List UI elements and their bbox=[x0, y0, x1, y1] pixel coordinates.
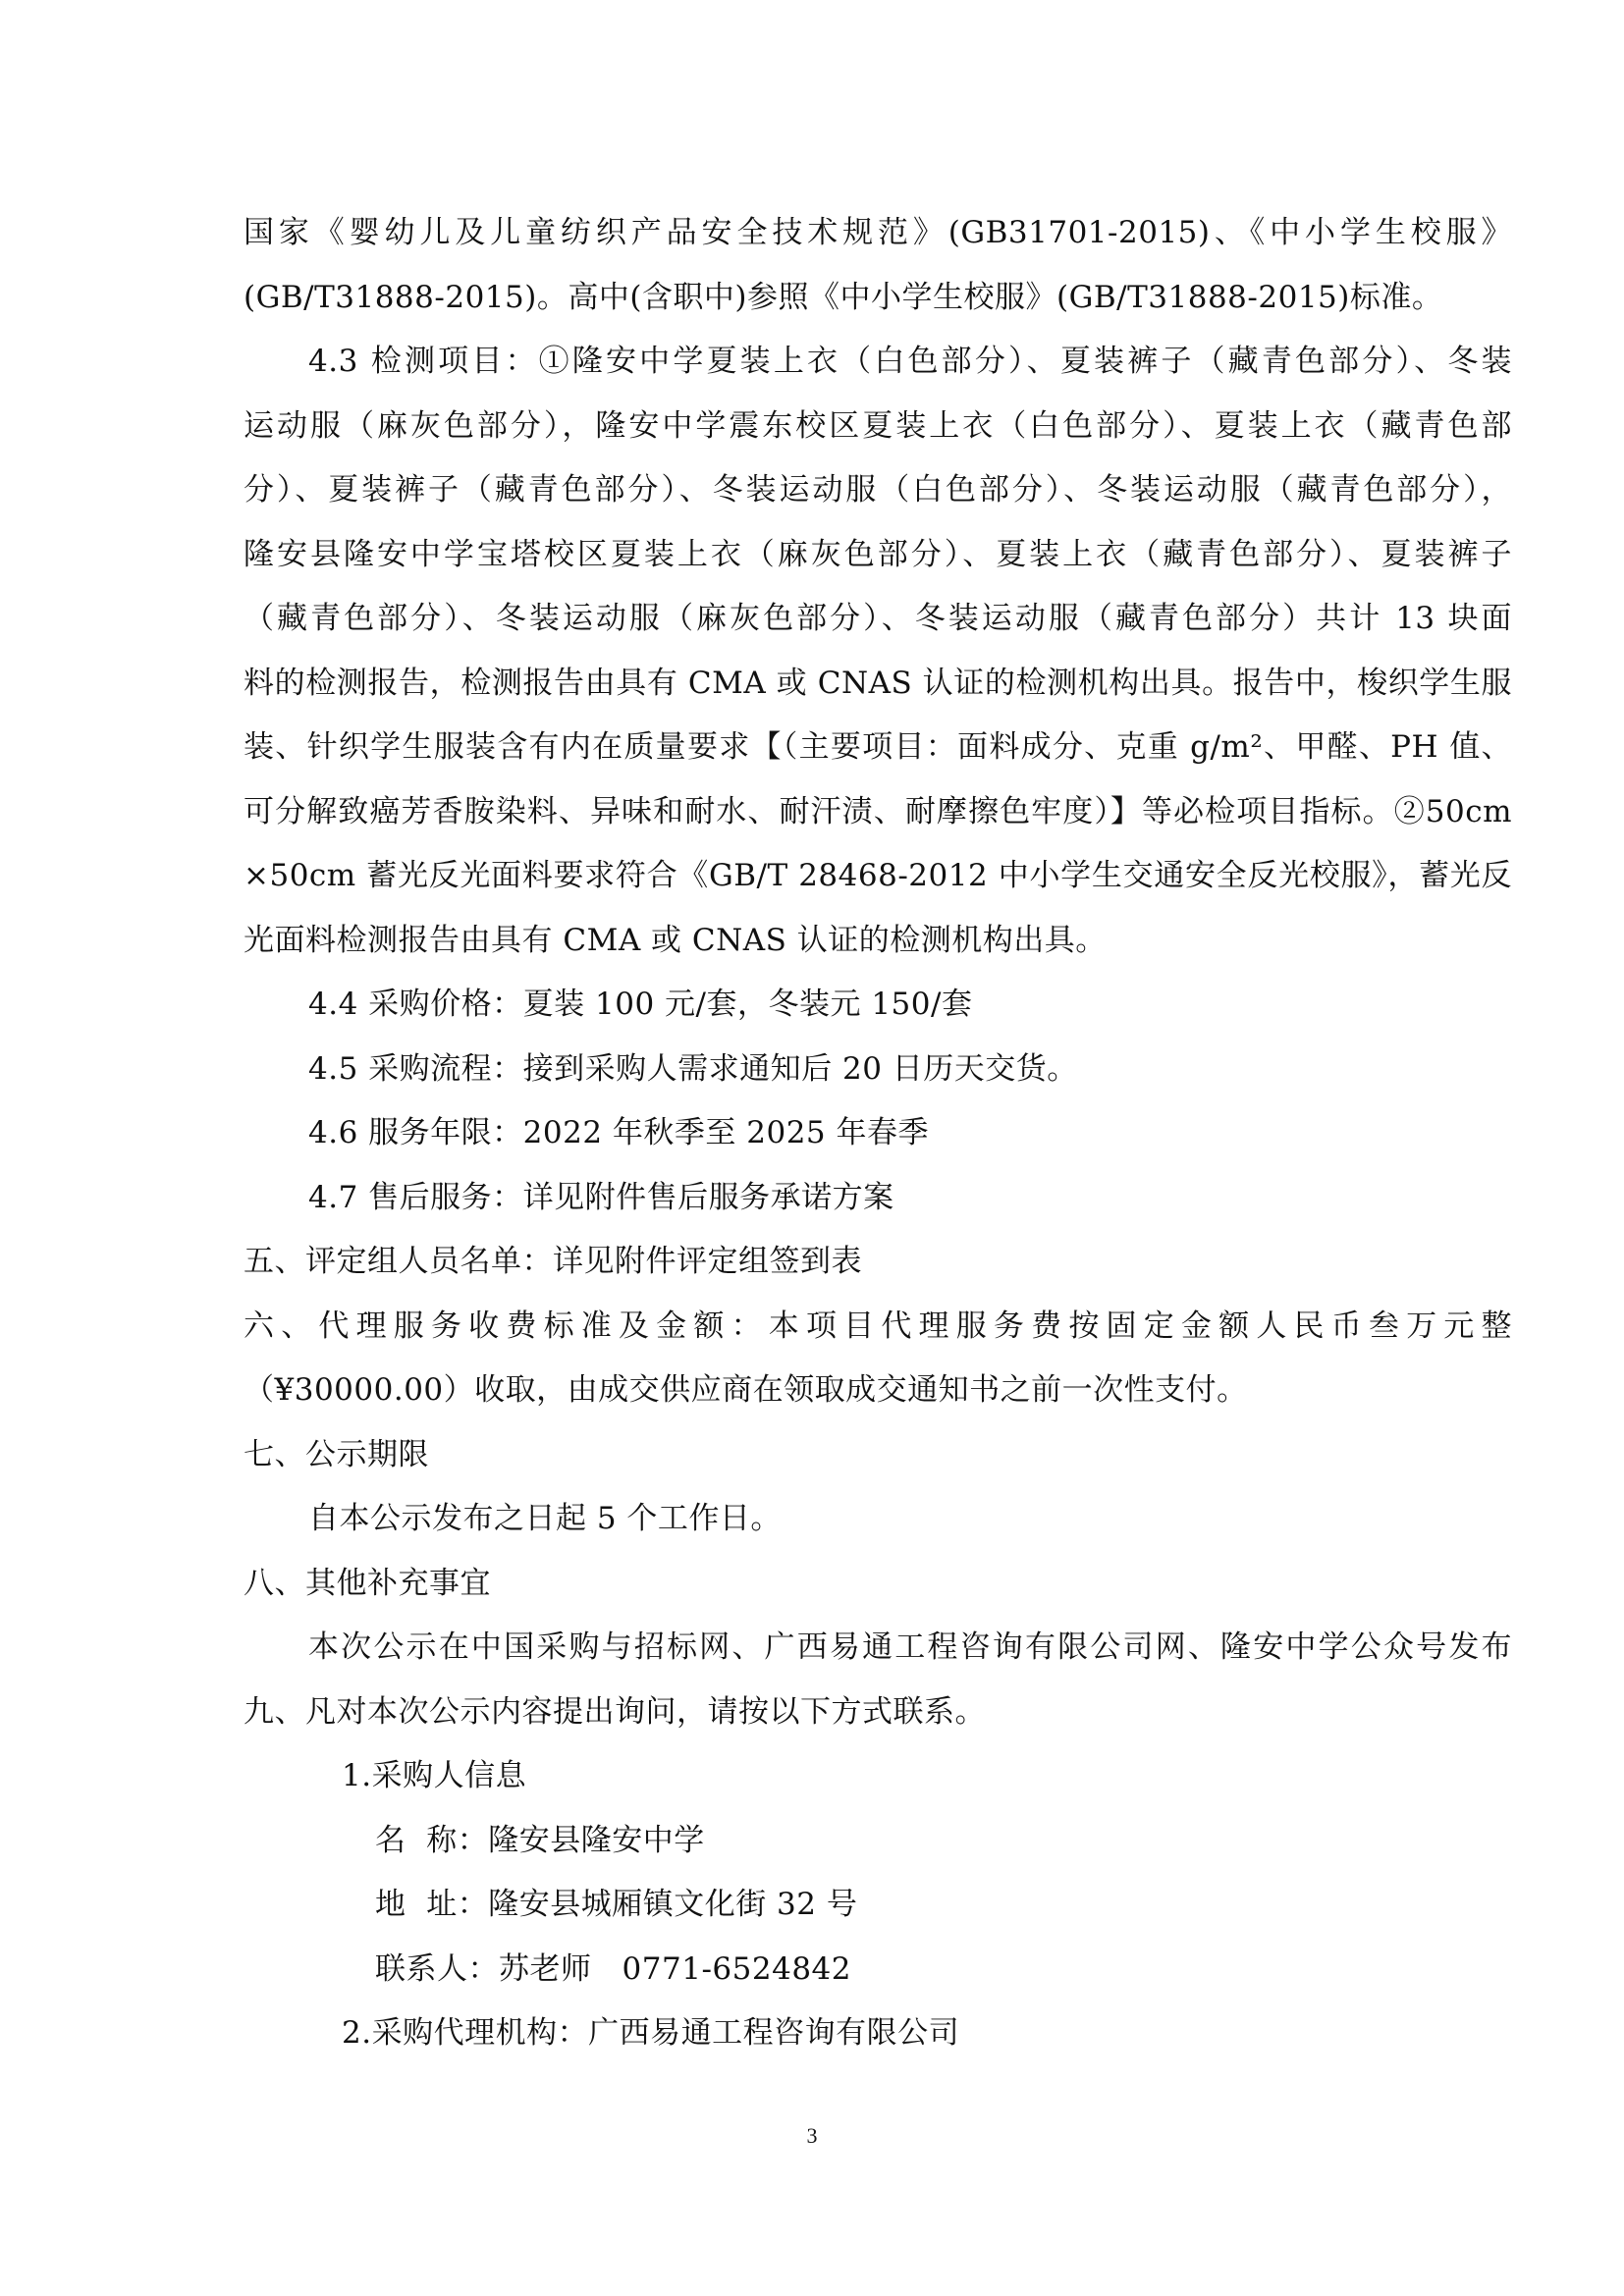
section-8-body: 本次公示在中国采购与招标网、广西易通工程咨询有限公司网、隆安中学公众号发布 bbox=[308, 1629, 1512, 1665]
purchaser-contact: 联系人：苏老师 0771-6524842 bbox=[375, 1950, 851, 1987]
section-4-3-line: 隆安县隆安中学宝塔校区夏装上衣（麻灰色部分）、夏装上衣（藏青色部分）、夏装裤子 bbox=[244, 536, 1512, 572]
purchaser-info-heading: 1.采购人信息 bbox=[342, 1758, 527, 1793]
section-4-3-line: 料的检测报告，检测报告由具有 CMA 或 CNAS 认证的检测机构出具。报告中，梭织学生服 bbox=[244, 665, 1512, 701]
section-4-3-line: 运动服（麻灰色部分），隆安中学震东校区夏装上衣（白色部分）、夏装上衣（藏青色部 bbox=[244, 407, 1512, 444]
purchaser-address: 地 址：隆安县城厢镇文化街 32 号 bbox=[375, 1887, 858, 1922]
section-4-3-line: ×50cm 蓄光反光面料要求符合《GB/T 28468-2012 中小学生交通安全反光校服》，蓄光反 bbox=[244, 858, 1512, 893]
page-number: 3 bbox=[806, 2123, 818, 2148]
section-6-agency-fee: 六、代理服务收费标准及金额：本项目代理服务费按固定金额人民币叁万元整 bbox=[244, 1308, 1512, 1344]
section-4-3-line: 可分解致癌芳香胺染料、异味和耐水、耐汗渍、耐摩擦色牢度）】等必检项目指标。②50cm bbox=[244, 793, 1512, 829]
section-4-7-after-sales: 4.7 售后服务：详见附件售后服务承诺方案 bbox=[308, 1179, 894, 1215]
section-4-3-line: 分）、夏装裤子（藏青色部分）、冬装运动服（白色部分）、冬装运动服（藏青色部分）， bbox=[244, 472, 1512, 507]
document-page bbox=[244, 201, 1512, 2066]
section-7-body: 自本公示发布之日起 5 个工作日。 bbox=[308, 1501, 782, 1536]
section-4-4-price: 4.4 采购价格：夏装 100 元/套，冬装元 150/套 bbox=[308, 987, 973, 1022]
purchaser-name: 名 称：隆安县隆安中学 bbox=[375, 1822, 705, 1858]
section-4-3-line: 装、针织学生服装含有内在质量要求【（主要项目：面料成分、克重 g/m²、甲醛、PH 值、 bbox=[244, 729, 1512, 765]
section-4-6-service-term: 4.6 服务年限：2022 年秋季至 2025 年春季 bbox=[308, 1115, 930, 1150]
section-7-heading: 七、公示期限 bbox=[244, 1436, 429, 1472]
paragraph-line-standards-cont: (GB/T31888-2015)。高中(含职中)参照《中小学生校服》(GB/T31888-2015)标准。 bbox=[244, 279, 1443, 315]
section-4-3-line-end: 光面料检测报告由具有 CMA 或 CNAS 认证的检测机构出具。 bbox=[244, 922, 1107, 958]
procurement-agency: 2.采购代理机构：广西易通工程咨询有限公司 bbox=[342, 2015, 960, 2051]
paragraph-line-standards: 国家《婴幼儿及儿童纺织产品安全技术规范》(GB31701-2015)、《中小学生校服》 bbox=[244, 215, 1512, 250]
section-4-5-process: 4.5 采购流程：接到采购人需求通知后 20 日历天交货。 bbox=[308, 1050, 1078, 1087]
section-5-committee: 五、评定组人员名单：详见附件评定组签到表 bbox=[244, 1244, 862, 1279]
section-9-heading: 九、凡对本次公示内容提出询问，请按以下方式联系。 bbox=[244, 1693, 986, 1730]
section-8-heading: 八、其他补充事宜 bbox=[244, 1565, 491, 1601]
section-4-3-line: （藏青色部分）、冬装运动服（麻灰色部分）、冬装运动服（藏青色部分）共计 13 块面 bbox=[244, 601, 1512, 636]
section-6-agency-fee-cont: （¥30000.00）收取，由成交供应商在领取成交通知书之前一次性支付。 bbox=[244, 1372, 1248, 1408]
section-4-3-heading-line: 4.3 检测项目：①隆安中学夏装上衣（白色部分）、夏装裤子（藏青色部分）、冬装 bbox=[308, 344, 1512, 379]
